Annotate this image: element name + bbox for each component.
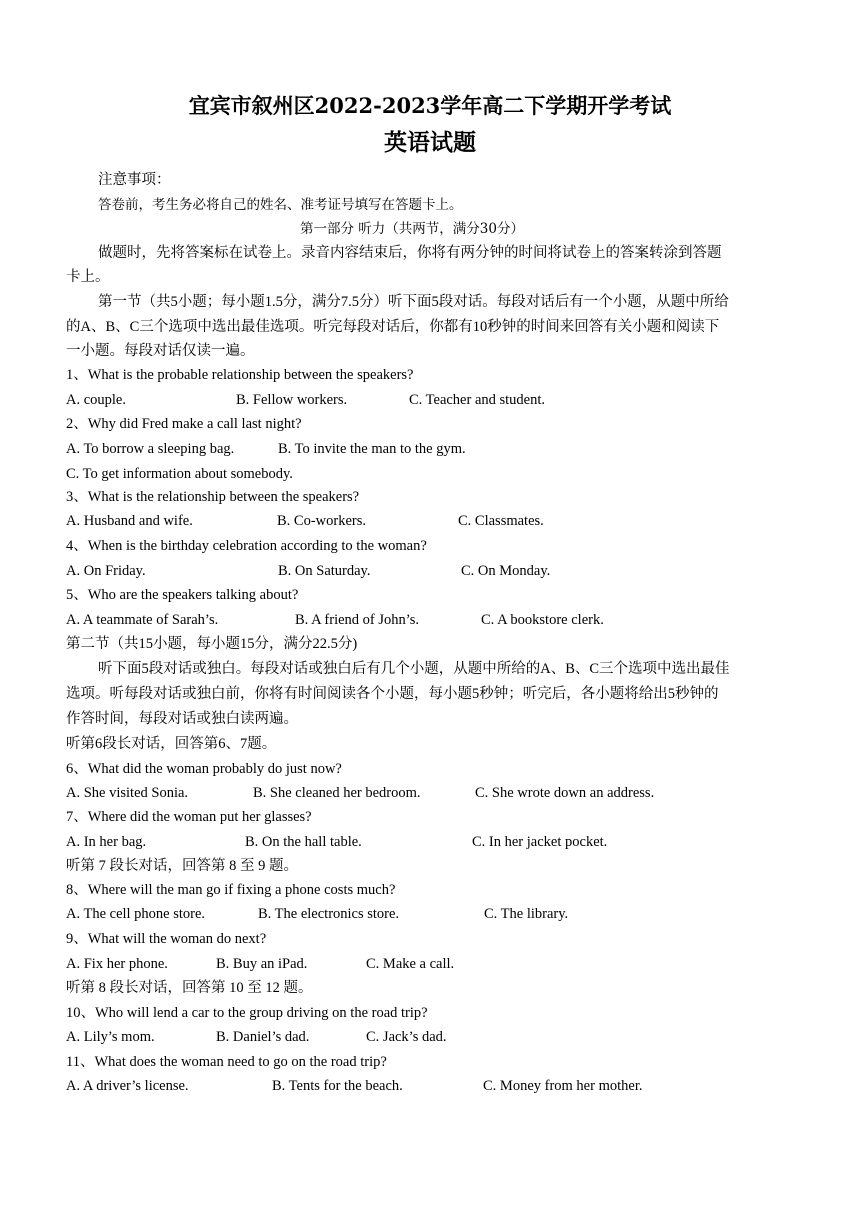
option-b: B. The electronics store. [258,906,400,922]
question-stem: 8、Where will the man go if fixing a phone costs much? [66,882,396,898]
option-b: B. On the hall table. [245,834,362,850]
section2-instruction: 选项。听每段对话或独白前，你将有时间阅读各个小题，每小题5秒钟；听完后，各小题将给出5秒钟的 [66,686,719,702]
option-b: B. A friend of John’s. [295,612,420,628]
question-stem: 2、Why did Fred make a call last night? [66,416,302,432]
section1-instruction: 第一节（共5小题；每小题1.5分，满分7.5分）听下面5段对话。每段对话后有一个小题，从题中所给 [98,294,729,310]
section1-instruction: 一小题。每段对话仅读一遍。 [66,343,255,359]
option-b: B. To invite the man to the gym. [278,441,466,457]
option-b: B. On Saturday. [278,563,371,579]
option-a: A. A teammate of Sarah’s. [66,612,219,628]
option-c: C. To get information about somebody. [66,466,293,482]
option-a: A. Lily’s mom. [66,1029,155,1045]
option-a: A. She visited Sonia. [66,785,189,801]
question-stem: 7、Where did the woman put her glasses? [66,809,312,825]
question-stem: 10、Who will lend a car to the group driving on the road trip? [66,1005,428,1021]
option-a: A. Fix her phone. [66,956,168,972]
option-b: B. Co-workers. [277,513,367,529]
segment-note: 听第 8 段长对话，回答第 10 至 12 题。 [66,980,313,996]
part1-heading: 第一部分 听力（共两节，满分30分） [300,221,524,237]
option-b: B. Buy an iPad. [216,956,308,972]
option-b: B. She cleaned her bedroom. [253,785,421,801]
segment-note: 听第6段长对话，回答第6、7题。 [66,736,277,752]
exam-subject-title: 英语试题 [384,129,476,156]
option-c: C. Classmates. [458,513,544,529]
intro-line: 卡上。 [66,269,110,285]
question-stem: 1、What is the probable relationship between the speakers? [66,367,414,383]
notice-body: 答卷前，考生务必将自己的姓名、准考证号填写在答题卡上。 [98,197,463,213]
option-c: C. Make a call. [366,956,455,972]
option-c: C. Jack’s dad. [366,1029,447,1045]
option-c: C. The library. [484,906,569,922]
option-c: C. A bookstore clerk. [481,612,604,628]
question-stem: 3、What is the relationship between the speakers? [66,489,360,505]
option-a: A. On Friday. [66,563,146,579]
option-a: A. In her bag. [66,834,147,850]
option-b: B. Daniel’s dad. [216,1029,310,1045]
section1-instruction: 的A、B、C三个选项中选出最佳选项。听完每段对话后，你都有10秒钟的时间来回答有关小题和阅读下 [66,319,720,335]
intro-line: 做题时，先将答案标在试卷上。录音内容结束后，你将有两分钟的时间将试卷上的答案转涂到答题 [98,245,722,261]
section2-instruction: 听下面5段对话或独白。每段对话或独白后有几个小题，从题中所给的A、B、C三个选项中选出最佳 [98,661,730,677]
option-b: B. Fellow workers. [236,392,348,408]
option-c: C. In her jacket pocket. [472,834,608,850]
exam-title: 宜宾市叙州区2022-2023学年高二下学期开学考试 [188,93,672,118]
option-b: B. Tents for the beach. [272,1078,403,1094]
option-c: C. On Monday. [461,563,551,579]
option-a: A. Husband and wife. [66,513,193,529]
section2-instruction: 作答时间，每段对话或独白读两遍。 [66,711,298,727]
option-a: A. The cell phone store. [66,906,206,922]
option-c: C. Teacher and student. [409,392,546,408]
notice-heading: 注意事项： [98,172,171,188]
option-a: A. A driver’s license. [66,1078,189,1094]
option-c: C. She wrote down an address. [475,785,655,801]
question-stem: 11、What does the woman need to go on the road trip? [66,1054,387,1070]
question-stem: 9、What will the woman do next? [66,931,267,947]
segment-note: 听第 7 段长对话，回答第 8 至 9 题。 [66,858,298,874]
option-a: A. couple. [66,392,126,408]
question-stem: 5、Who are the speakers talking about? [66,587,299,603]
option-a: A. To borrow a sleeping bag. [66,441,235,457]
option-c: C. Money from her mother. [483,1078,643,1094]
question-stem: 4、When is the birthday celebration according to the woman? [66,538,427,554]
section2-heading: 第二节（共15小题，每小题15分，满分22.5分) [66,636,358,652]
question-stem: 6、What did the woman probably do just now? [66,761,342,777]
